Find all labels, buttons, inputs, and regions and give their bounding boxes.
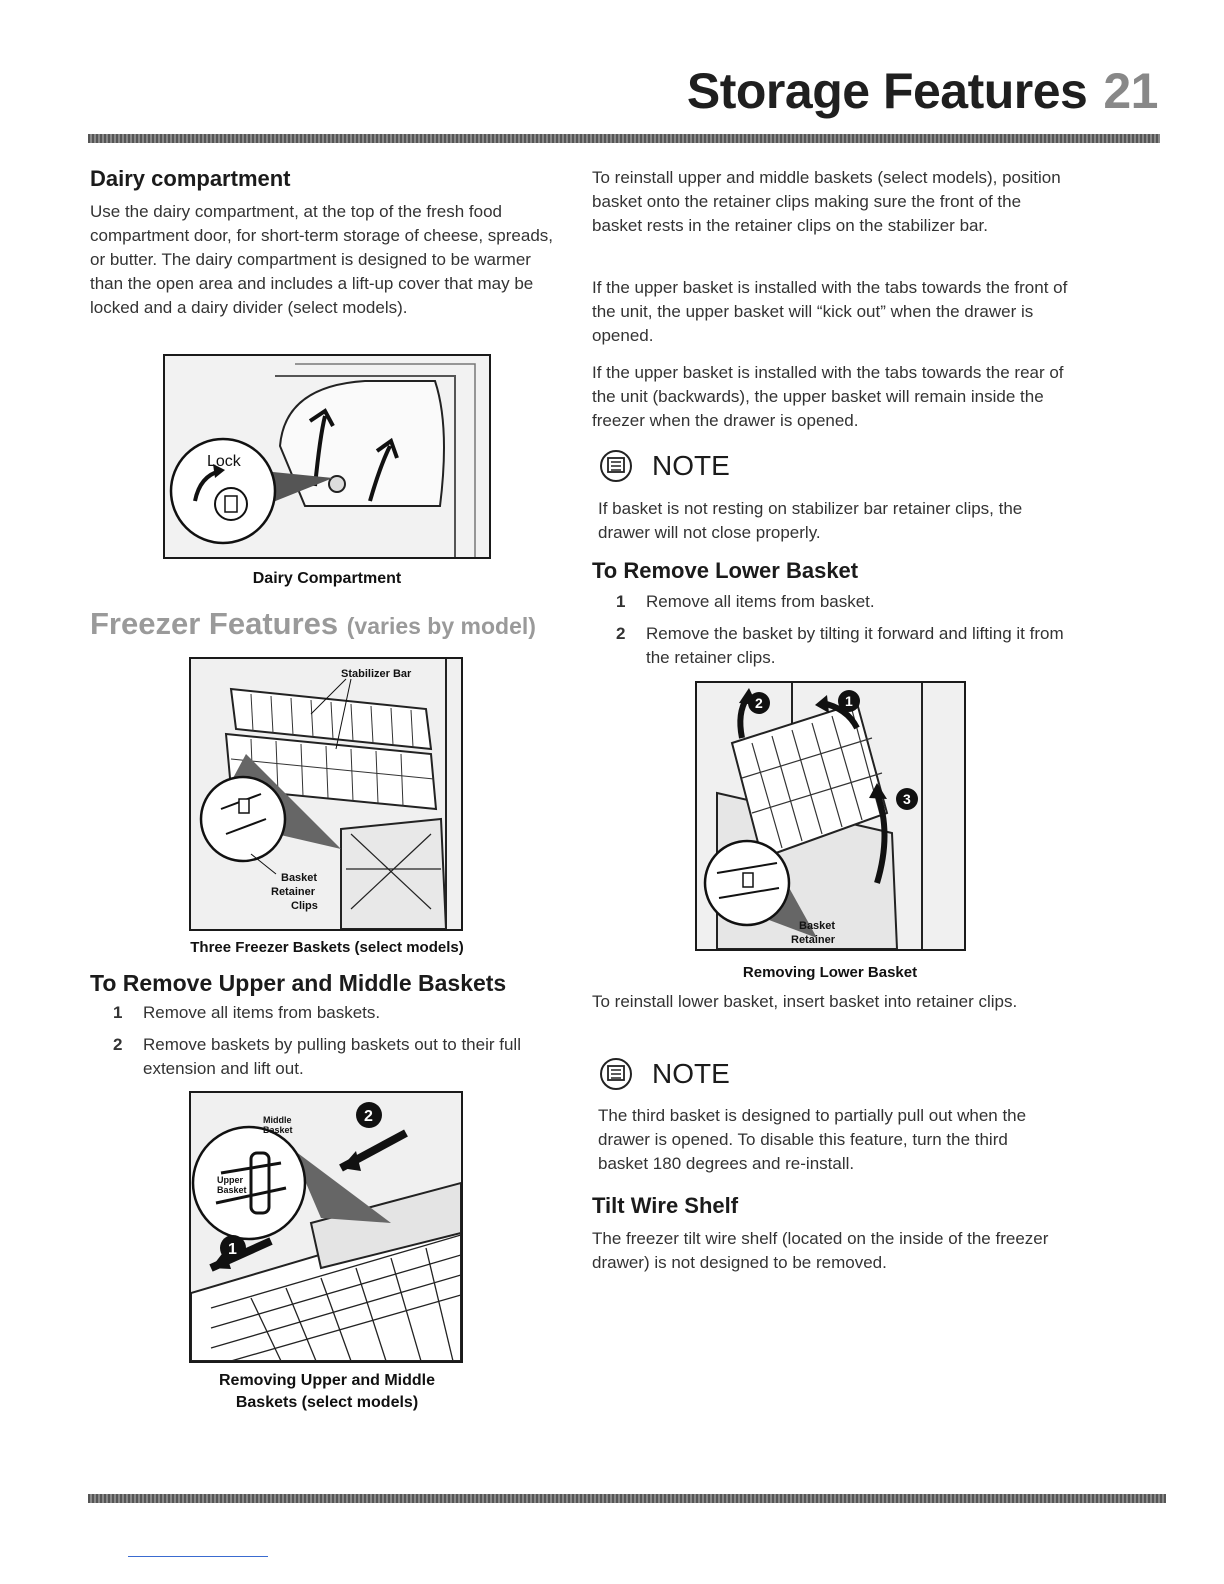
step-number: 1: [616, 592, 626, 611]
step-text: Remove baskets by pulling baskets out to their full extension and lift out.: [143, 1035, 521, 1078]
reinstall-paragraph-1: To reinstall upper and middle baskets (select models), position basket onto the retainer clips making sure the front of the basket rests in the retainer clips on the stabilizer bar.: [592, 168, 1061, 235]
bottom-divider: [88, 1494, 1166, 1503]
step-text: Remove all items from basket.: [646, 592, 875, 611]
note-icon: [598, 448, 634, 484]
middle-label-1: Middle: [263, 1115, 292, 1125]
remove-lower-figure: [695, 681, 966, 951]
step-2-marker: 2: [364, 1108, 373, 1125]
lower-retainer-label: Retainer: [791, 934, 836, 946]
remove-upper-figure: [189, 1091, 463, 1363]
tilt-shelf-heading: Tilt Wire Shelf: [592, 1193, 739, 1218]
dairy-heading: Dairy compartment: [90, 166, 291, 191]
step-text: Remove the basket by tilting it forward and lifting it from the retainer clips.: [646, 624, 1064, 667]
dairy-figure: [163, 354, 491, 559]
page-title-text: Storage Features: [686, 63, 1088, 119]
freezer-section-title: [90, 606, 536, 642]
page-number: 21: [1103, 63, 1158, 119]
top-divider: [88, 134, 1160, 143]
lock-label: Lock: [207, 453, 241, 470]
note-2-label: NOTE: [652, 1058, 730, 1089]
step-number: 2: [113, 1035, 123, 1054]
dairy-caption: Dairy Compartment: [252, 570, 402, 587]
caption-line-2: Baskets (select models): [235, 1394, 419, 1411]
lower-reinstall-text: To reinstall lower basket, insert basket into retainer clips.: [592, 992, 1018, 1011]
freezer-baskets-caption: Three Freezer Baskets (select models): [190, 939, 464, 956]
freezer-title: Freezer Features: [90, 606, 339, 641]
dairy-body: Use the dairy compartment, at the top of the fresh food compartment door, for short-term storage of cheese, spreads, or butter. The dairy compartment is designed to be warmer than the open area and includes a lift-up cover that may be locked and a dairy divider (select models).: [90, 202, 553, 317]
step-text: Remove all items from baskets.: [143, 1003, 381, 1022]
footer-line: [128, 1556, 268, 1557]
lower-step-2-marker: 2: [755, 695, 763, 711]
remove-upper-caption: [163, 1370, 491, 1414]
middle-label-2: Basket: [263, 1125, 293, 1135]
note-1-text: If basket is not resting on stabilizer bar retainer clips, the drawer will not close properly.: [598, 499, 1023, 542]
step-number: 2: [616, 624, 626, 643]
caption-line-1: Removing Upper and Middle: [218, 1372, 435, 1389]
lower-basket-label: Basket: [799, 920, 836, 932]
freezer-baskets-figure: [189, 657, 463, 931]
note-icon: [598, 1056, 634, 1092]
retainer-label-3: Clips: [291, 900, 318, 912]
note-1-label: NOTE: [652, 450, 730, 481]
remove-upper-step-1: [113, 1001, 553, 1025]
note-1-heading: [598, 448, 730, 484]
upper-label-2: Basket: [217, 1185, 247, 1195]
note-2-heading: [598, 1056, 730, 1092]
retainer-label-1: Basket: [281, 872, 318, 884]
note-2-text: The third basket is designed to partially pull out when the drawer is opened. To disable this feature, turn the third basket 180 degrees and re-install.: [598, 1106, 1027, 1173]
remove-lower-caption: Removing Lower Basket: [742, 964, 918, 981]
tilt-shelf-text: The freezer tilt wire shelf (located on the inside of the freezer drawer) is not designed to be removed.: [592, 1229, 1049, 1272]
freezer-subtitle: (varies by model): [346, 613, 536, 639]
page-title: [687, 62, 1158, 120]
remove-lower-step-2: [616, 622, 1066, 670]
remove-lower-heading: To Remove Lower Basket: [592, 558, 859, 583]
lower-step-3-marker: 3: [903, 791, 911, 807]
reinstall-paragraph-2: If the upper basket is installed with the tabs towards the front of the unit, the upper basket will “kick out” when the drawer is opened.: [592, 278, 1068, 345]
retainer-label-2: Retainer: [271, 886, 316, 898]
remove-upper-heading: To Remove Upper and Middle Baskets: [90, 970, 507, 996]
remove-upper-step-2: [113, 1033, 553, 1081]
remove-lower-step-1: [616, 590, 1066, 614]
step-1-marker: 1: [228, 1241, 237, 1258]
reinstall-paragraph-3: If the upper basket is installed with the tabs towards the rear of the unit (backwards), the upper basket will remain inside the freezer when the drawer is opened.: [592, 363, 1064, 430]
stabilizer-bar-label: Stabilizer Bar: [341, 668, 412, 680]
lower-step-1-marker: 1: [845, 693, 853, 709]
step-number: 1: [113, 1003, 123, 1022]
upper-label-1: Upper: [217, 1175, 244, 1185]
